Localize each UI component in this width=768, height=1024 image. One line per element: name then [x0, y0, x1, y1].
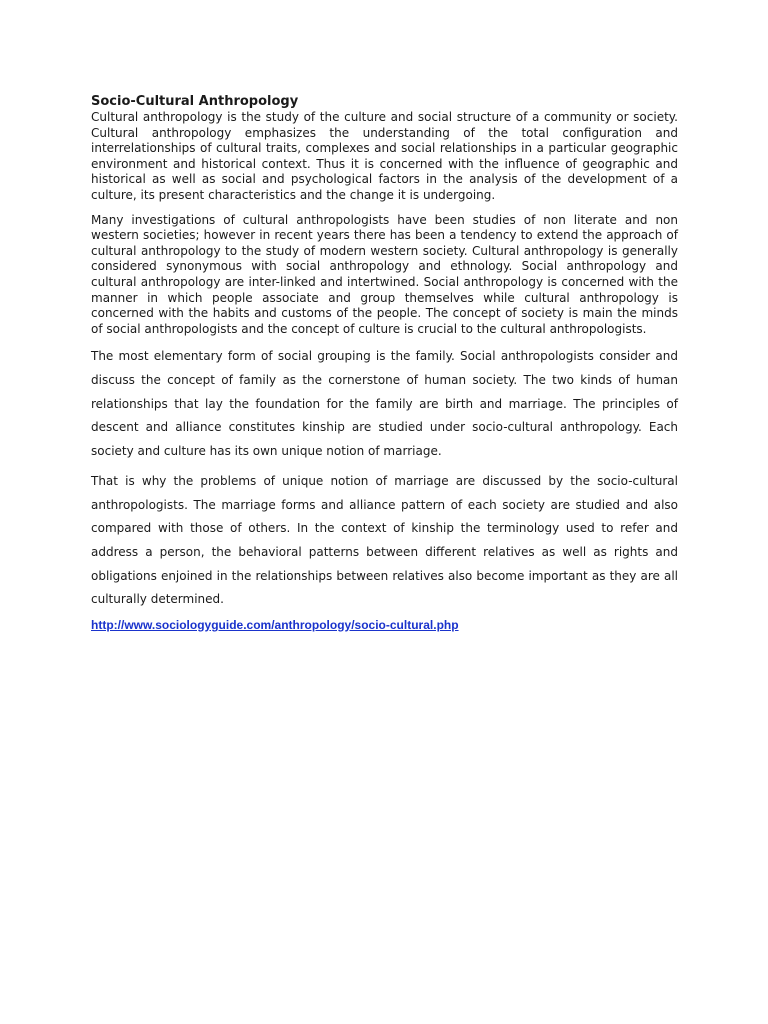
paragraph-intro: Cultural anthropology is the study of the culture and social structure of a community or society. Cultural anthropology emphasizes the understanding of the total configuration and interrelationships of cultural traits, complexes and social relationships in a particular geographic environment and historical context. Thus it is concerned with the influence of geographic and historical as well as social and psychological factors in the analysis of the development of a culture, its present characteristics and the change it is undergoing. — [91, 110, 678, 202]
source-link[interactable]: http://www.sociologyguide.com/anthropology/socio-cultural.php — [91, 617, 459, 632]
paragraph-investigations: Many investigations of cultural anthropologists have been studies of non literate and non western societies; however in recent years there has been a tendency to extend the approach of cultural anthropology to the study of modern western society. Cultural anthropology is generally considered synonymous with social anthropology and ethnology. Social anthropology and cultural anthropology are inter-linked and intertwined. Social anthropology is concerned with the manner in which people associate and group themselves while cultural anthropology is concerned with the habits and customs of the people. The concept of society is main the minds of social anthropologists and the concept of culture is crucial to the cultural anthropologists. — [91, 212, 678, 336]
document-page — [91, 94, 678, 633]
document-heading: Socio-Cultural Anthropology — [91, 94, 299, 109]
paragraph-marriage: That is why the problems of unique notion of marriage are discussed by the socio-cultural anthropologists. The marriage forms and alliance pattern of each society are studied and also compared with those of others. In the context of kinship the terminology used to refer and address a person, the behavioral patterns between different relatives as well as rights and obligations enjoined in the relationships between relatives also become important as they are all culturally determined. — [91, 474, 678, 607]
paragraph-family: The most elementary form of social grouping is the family. Social anthropologists consider and discuss the concept of family as the cornerstone of human society. The two kinds of human relationships that lay the foundation for the family are birth and marriage. The principles of descent and alliance constitutes kinship are studied under socio-cultural anthropology. Each society and culture has its own unique notion of marriage. — [91, 349, 678, 458]
